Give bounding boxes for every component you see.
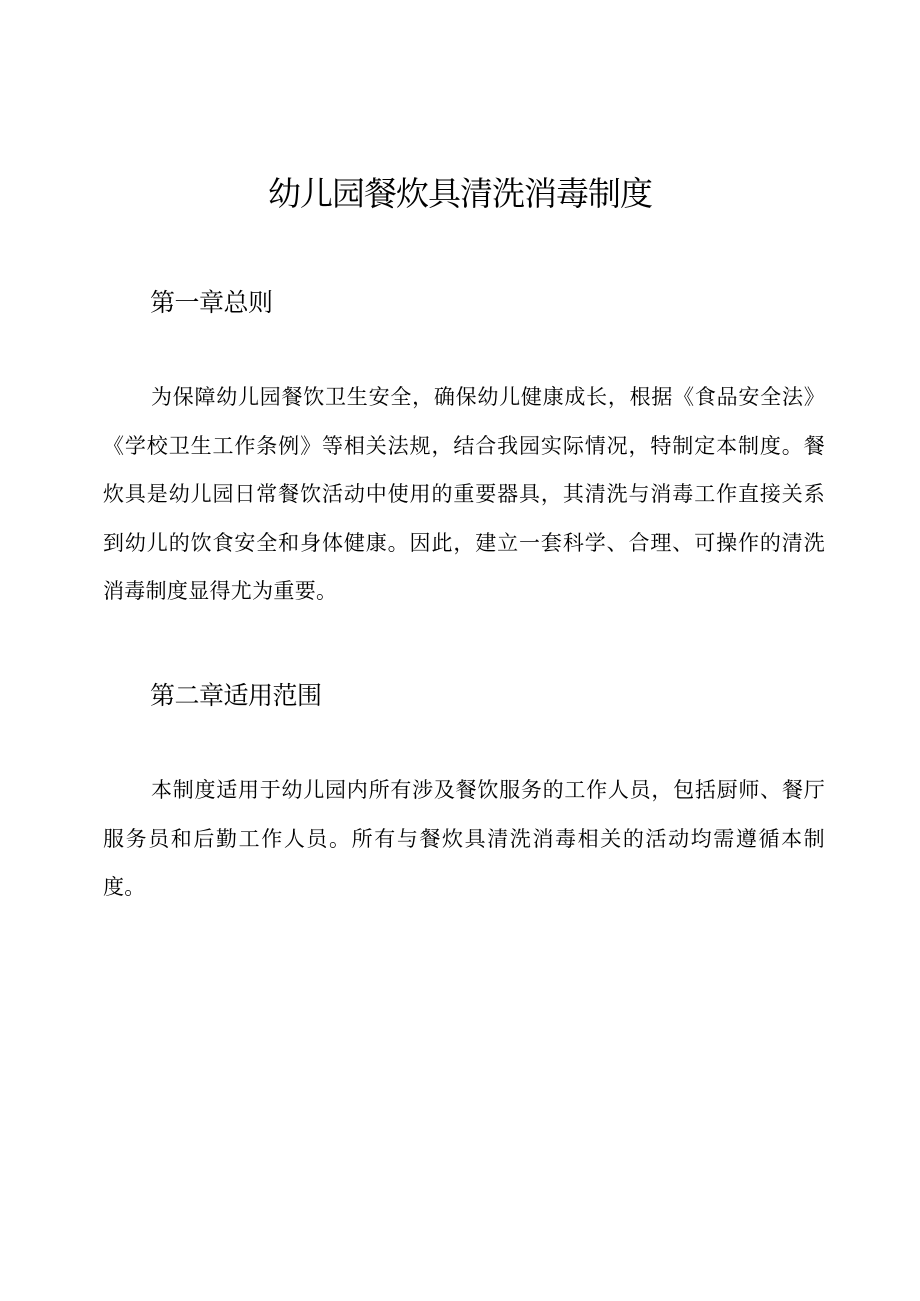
chapter-paragraph-general: 为保障幼儿园餐饮卫生安全，确保幼儿健康成长，根据《食品安全法》《学校卫生工作条例》等相关法规，结合我园实际情况，特制定本制度。餐炊具是幼儿园日常餐饮活动中使用的重要器具，其清洗与消毒工作直接关系到幼儿的饮食安全和身体健康。因此，建立一套科学、合理、可操作的清洗消毒制度显得尤为重要。	[103, 385, 825, 603]
chapter-paragraph-scope: 本制度适用于幼儿园内所有涉及餐饮服务的工作人员，包括厨师、餐厅服务员和后勤工作人员。所有与餐炊具清洗消毒相关的活动均需遵循本制度。	[103, 778, 825, 899]
chapter-heading-general: 第一章总则	[150, 288, 273, 317]
document-title: 幼儿园餐炊具清洗消毒制度	[268, 174, 652, 213]
chapter-heading-scope: 第二章适用范围	[150, 681, 322, 710]
